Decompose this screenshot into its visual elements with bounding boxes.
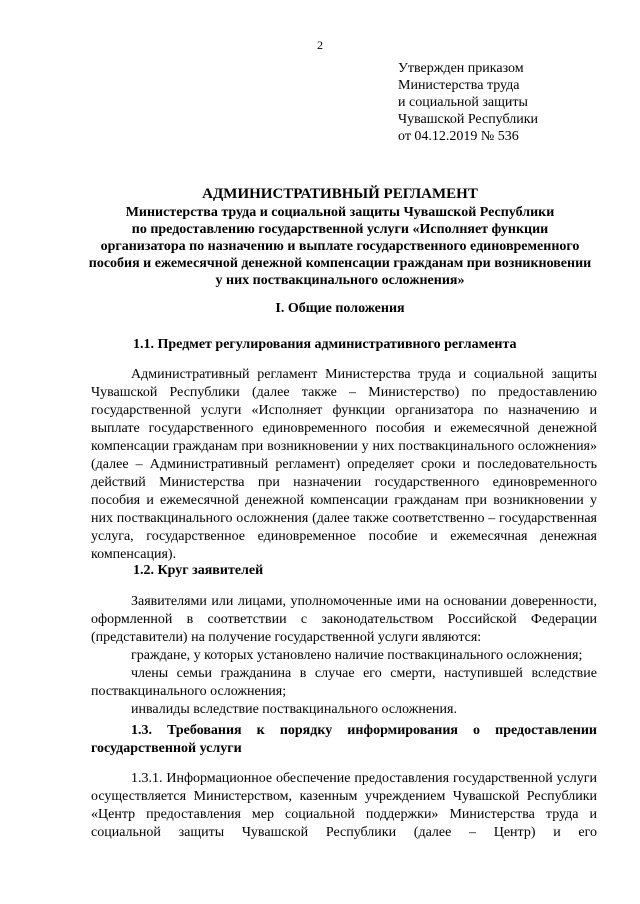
subsection-1-1-text	[91, 366, 597, 564]
approval-line: от 04.12.2019 № 536	[398, 129, 519, 144]
title-line: у них поствакцинального осложнения»	[215, 273, 465, 288]
title-line: по предоставлению государственной услуги «Исполняет функции	[131, 222, 549, 237]
paragraph: Административный регламент Министерства труда и социальной защиты Чувашской Республики (далее также – Министерство) по предоставлению государственной услуги «Исполняет функции организатора по назначению и выплате государственного единовременного пособия и ежемесячной денежной компенсации гражданам при возникновении у них поствакцинального осложнения» (далее – Административный регламент) определяет сроки и последовательность действий Министерства при назначении государственного единовременного пособия и ежемесячной денежной компенсации гражданам при возникновении у них поствакцинального осложнения (далее также соответственно – государственная услуга, государственное единовременное пособие и ежемесячная денежная компенсация).	[91, 367, 597, 562]
title-main: АДМИНИСТРАТИВНЫЙ РЕГЛАМЕНТ	[202, 186, 478, 202]
list-item: члены семьи гражданина в случае его смерти, наступившей вследствие поствакцинального осложнения;	[91, 666, 597, 699]
title-line: пособия и ежемесячной денежной компенсации гражданам при возникновении	[88, 256, 592, 271]
subsection-1-3-1-text	[91, 770, 597, 842]
subsection-1-2-text	[91, 593, 597, 719]
heading-text: 1.3. Требования к порядку информирования о предоставлении государственной услуги	[91, 723, 597, 756]
subsection-1-1-heading: 1.1. Предмет регулирования административного регламента	[133, 337, 517, 352]
page-number: 2	[317, 38, 323, 52]
approval-line: Министерства труда	[398, 78, 520, 93]
subsection-1-3-heading	[91, 722, 597, 758]
approval-stamp	[398, 60, 628, 145]
approval-line: Чувашской Республики	[398, 112, 539, 127]
approval-line: Утвержден приказом	[398, 61, 524, 76]
paragraph: Заявителями или лицами, уполномоченные ими на основании доверенности, оформленной в соответствии с законодательством Российской Федерации (представители) на получение государственной услуги являются:	[91, 594, 597, 645]
section-1-heading: I. Общие положения	[275, 301, 405, 316]
document-title	[85, 186, 595, 289]
paragraph: 1.3.1. Информационное обеспечение предоставления государственной услуги осуществляется Министерством, казенным учреждением Чувашской Республики «Центр предоставления мер социальной поддержки» Министерства труда и социальной защиты Чувашской Республики (далее – Центр) и его	[91, 771, 597, 840]
list-item: инвалиды вследствие поствакцинального осложнения.	[131, 702, 457, 717]
title-line: организатора по назначению и выплате государственного единовременного	[100, 239, 580, 254]
approval-line: и социальной защиты	[398, 95, 528, 110]
subsection-1-2-heading: 1.2. Круг заявителей	[133, 563, 264, 578]
title-line: Министерства труда и социальной защиты Чувашской Республики	[125, 205, 555, 220]
list-item: граждане, у которых установлено наличие поствакцинального осложнения;	[131, 648, 583, 663]
